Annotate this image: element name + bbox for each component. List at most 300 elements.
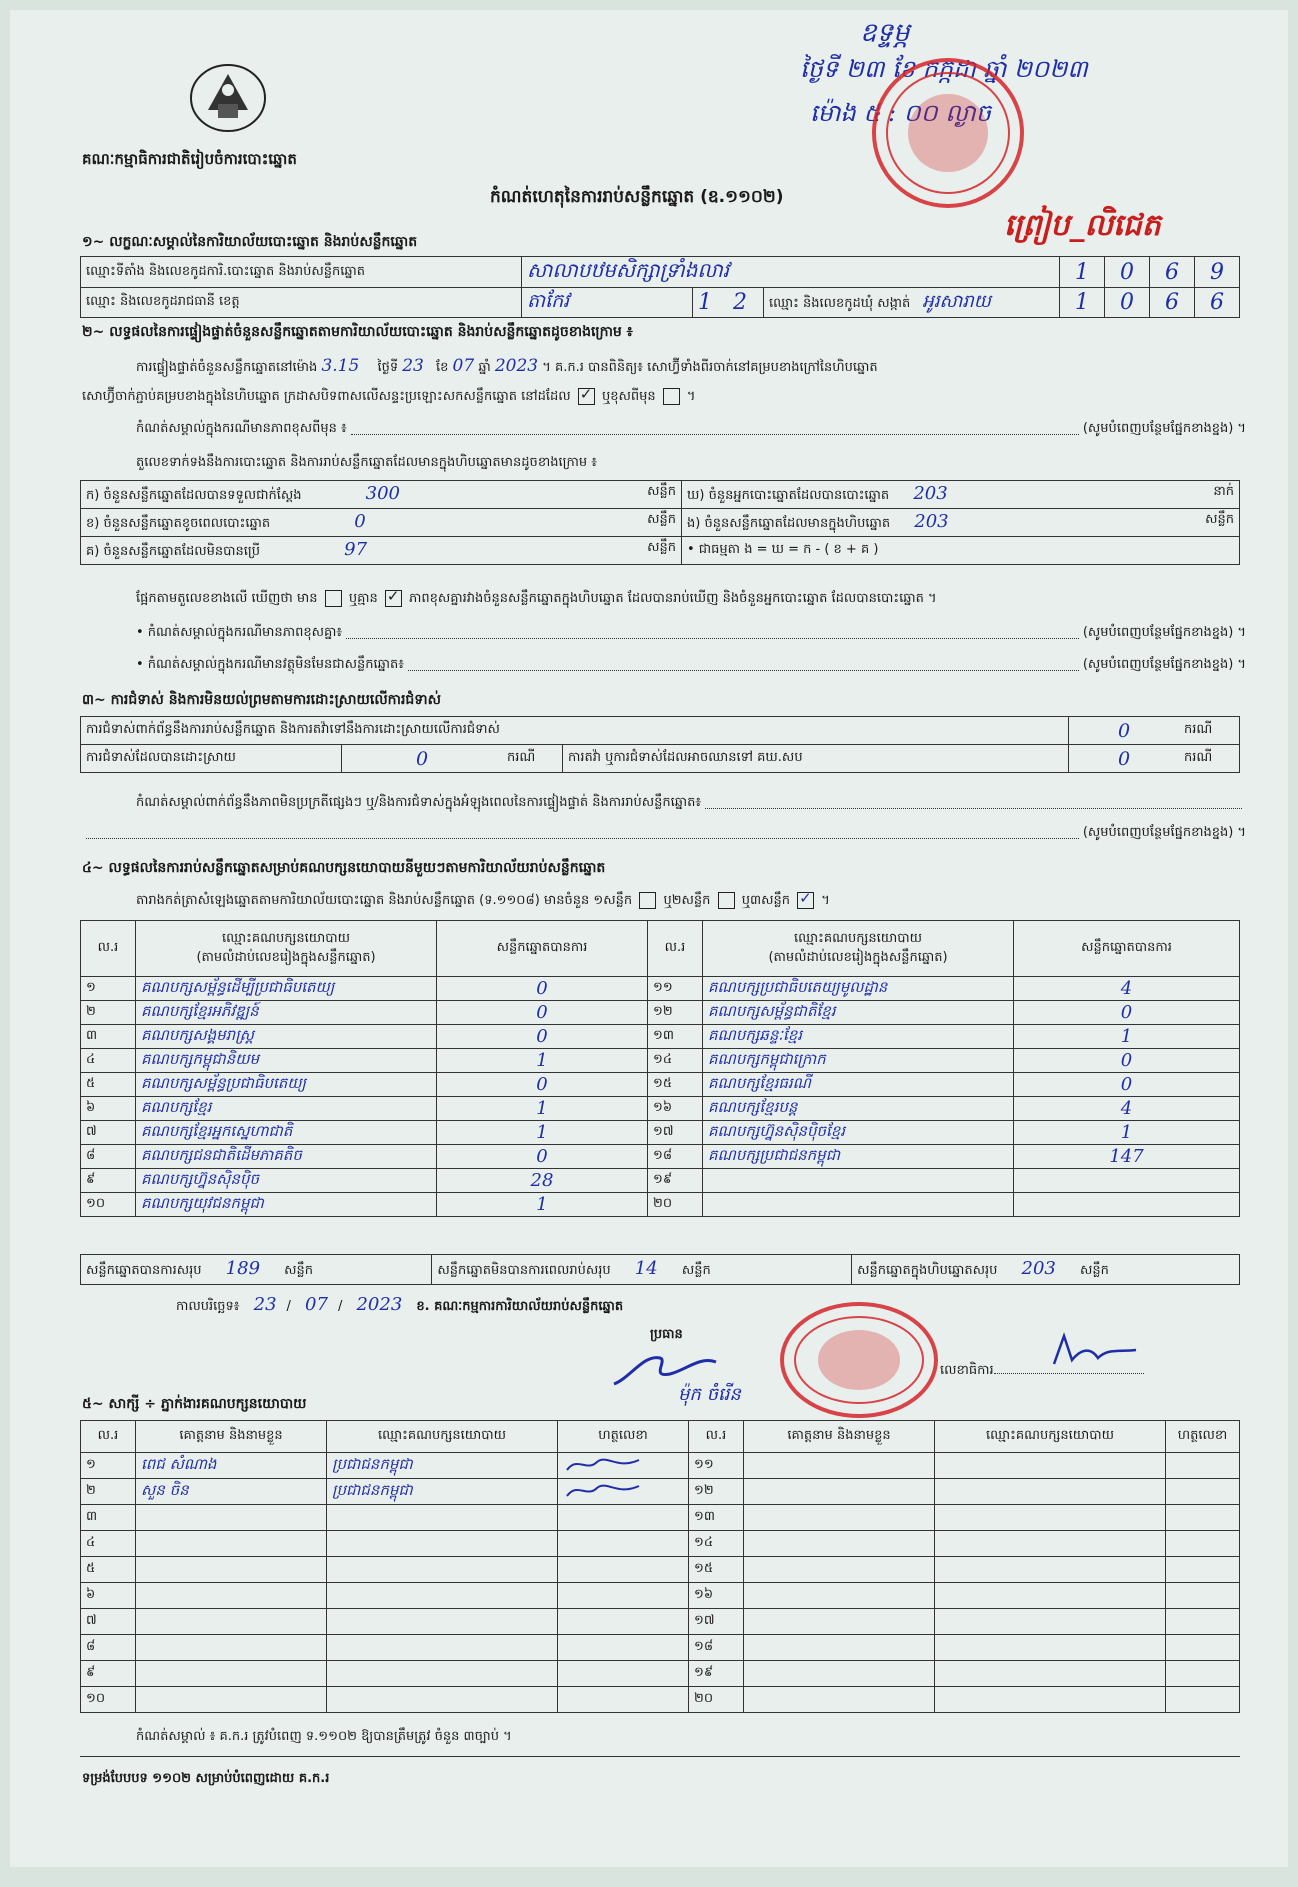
witness-party-left: ប្រជាជនកម្ពុជា	[327, 1453, 558, 1479]
witness-name-left	[136, 1661, 327, 1687]
results-party-left: គណបក្សជនជាតិដើមភាគតិច	[136, 1145, 437, 1169]
section3-note	[136, 794, 1246, 813]
witness-no-left: ៤	[81, 1531, 136, 1557]
count-e-label: ង) ចំនួនសន្លឹកឆ្នោតដែលមានក្នុងហិបឆ្នោត	[687, 516, 891, 531]
commune-cell	[764, 288, 1060, 318]
official-stamp-bottom	[780, 1302, 938, 1418]
witness-sign-left[interactable]	[558, 1687, 689, 1713]
results-row	[81, 1193, 1240, 1217]
results-votes-right	[1014, 1193, 1240, 1217]
verify-text-c: សោហ្វ៊ីចាក់ភ្ជាប់គម្របខាងក្នុងនៃហិបឆ្នោត ក្រដាសបិទពាសលើសន្ទះប្រឡោះសកសន្លឹកឆ្នោត នៅដដែល	[82, 389, 571, 404]
witness-party-right	[935, 1557, 1166, 1583]
verify-time: 3.15	[321, 356, 360, 376]
witness-no-right: ១៩	[689, 1661, 744, 1687]
location-label: ឈ្មោះទីតាំង និងលេខកូដការិ.បោះឆ្នោត និងរាប់សន្លឹកឆ្នោត	[81, 257, 522, 288]
count-a-unit: សន្លឹក	[647, 484, 676, 499]
no-diff-checkbox[interactable]	[385, 590, 402, 607]
witness-row	[81, 1531, 1240, 1557]
results-votes-right: 1	[1014, 1025, 1240, 1049]
results-no-right: ២០	[648, 1193, 703, 1217]
verify-month-label: ខែ	[436, 360, 449, 375]
results-party-right: គណបក្សកម្ពុជាក្រោក	[703, 1049, 1014, 1073]
verify-or: ឬខុសពីមុន	[601, 389, 656, 404]
note-tail: (សូមបំពេញបន្ថែមផ្នែកខាងខ្នង) ។	[1082, 421, 1246, 436]
witness-party-right	[935, 1505, 1166, 1531]
witness-no-right: ១៨	[689, 1635, 744, 1661]
witness-signature	[563, 1454, 643, 1474]
witness-table	[80, 1420, 1240, 1713]
witness-party-left	[327, 1531, 558, 1557]
note-foreign-dots	[408, 656, 1079, 671]
total-invalid-unit: សន្លឹក	[681, 1263, 711, 1278]
section4-heading: ៤~ លទ្ធផលនៃការរាប់សន្លឹកឆ្នោតសម្រាប់គណបក្សនយោបាយនីមួយៗតាមការិយាល័យរាប់សន្លឹកឆ្នោត	[82, 860, 606, 876]
results-row	[81, 977, 1240, 1001]
witness-col-no-right: ល.រ	[689, 1421, 744, 1453]
results-no-right: ១២	[648, 1001, 703, 1025]
results-votes-left: 1	[437, 1193, 648, 1217]
verify-month: 07	[452, 356, 475, 376]
verify-day-label: ថ្ងៃទី	[377, 360, 399, 375]
count-d-label: ឃ) ចំនួនអ្នកបោះឆ្នោតដែលបានបោះឆ្នោត	[687, 488, 890, 503]
count-c-label: គ) ចំនួនសន្លឹកឆ្នោតដែលមិនបានប្រើ	[86, 544, 260, 559]
count-d	[682, 481, 1240, 509]
witness-name-right	[744, 1453, 935, 1479]
date-line: កាលបរិច្ឆេទ៖ 23 / 07 / 2023 ខ. គណៈកម្មការការិយាល័យរាប់សន្លឹកឆ្នោត	[176, 1294, 624, 1315]
count-b-unit: សន្លឹក	[647, 512, 676, 527]
section3-note-dots-2	[86, 824, 1079, 839]
results-row	[81, 1001, 1240, 1025]
witness-col-sign-right: ហត្ថលេខា	[1166, 1421, 1240, 1453]
witness-no-right: ១៦	[689, 1583, 744, 1609]
witness-row	[81, 1453, 1240, 1479]
results-no-right: ១៣	[648, 1025, 703, 1049]
witness-party-right	[935, 1635, 1166, 1661]
results-col-party-left	[136, 921, 437, 977]
witness-signature	[563, 1480, 643, 1500]
committee-name: គណៈកម្មាធិការជាតិរៀបចំការបោះឆ្នោត	[82, 150, 297, 168]
form-title: កំណត់ហេតុនៃការរាប់សន្លឹកឆ្នោត (ឧ.១១០២)	[490, 187, 784, 207]
results-votes-right: 4	[1014, 1097, 1240, 1121]
results-no-right: ១៧	[648, 1121, 703, 1145]
witness-sign-right[interactable]	[1166, 1661, 1240, 1687]
results-party-right: គណបក្សឆន្ទៈខ្មែរ	[703, 1025, 1014, 1049]
witness-name-left	[136, 1609, 327, 1635]
witness-party-right	[935, 1531, 1166, 1557]
witness-party-left	[327, 1583, 558, 1609]
witness-no-right: ២០	[689, 1687, 744, 1713]
witness-no-left: ៦	[81, 1583, 136, 1609]
count-a-label: ក) ចំនួនសន្លឹកឆ្នោតដែលបានទទួលជាក់ស្តែង	[86, 488, 302, 503]
results-party-left: គណបក្សខ្មែរ	[136, 1097, 437, 1121]
witness-sign-left[interactable]	[558, 1583, 689, 1609]
witness-name-left: ពេជ សំណាង	[136, 1453, 327, 1479]
witness-body	[81, 1453, 1240, 1713]
resolved-label: ការជំទាស់ដែលបានដោះស្រាយ	[81, 745, 342, 773]
witness-no-left: ២	[81, 1479, 136, 1505]
footer-divider	[80, 1756, 1240, 1757]
resolved-value: 0	[342, 745, 503, 773]
count-b	[81, 509, 682, 537]
count-a	[81, 481, 682, 509]
witness-sign-left[interactable]	[558, 1531, 689, 1557]
escalated-label: ការតវ៉ា ឬការជំទាស់ដែលអាចឈានទៅ គឃ.សប	[563, 745, 1069, 773]
sheets-3-label: ឬ៣សន្លឹក	[741, 893, 790, 908]
sheets-2-checkbox[interactable]	[718, 892, 735, 909]
witness-name-right	[744, 1531, 935, 1557]
witness-party-right	[935, 1661, 1166, 1687]
witness-name-left	[136, 1687, 327, 1713]
results-party-left: គណបក្សកម្ពុជានិយម	[136, 1049, 437, 1073]
total-valid-cell	[81, 1255, 432, 1285]
note-foreign-tail: (សូមបំពេញបន្ថែមផ្នែកខាងខ្នង) ។	[1082, 657, 1246, 672]
results-party-left: គណបក្សសង្គមរាស្ត្រ	[136, 1025, 437, 1049]
results-votes-left: 0	[437, 1025, 648, 1049]
count-c-unit: សន្លឹក	[647, 540, 676, 555]
verify-text-a: ការផ្ទៀងផ្ទាត់ចំនួនសន្លឹកឆ្នោតនៅម៉ោង	[136, 360, 318, 375]
province-code-1: 1	[698, 290, 712, 315]
results-no-left: ៥	[81, 1073, 136, 1097]
witness-name-right	[744, 1687, 935, 1713]
witness-sign-left[interactable]	[558, 1635, 689, 1661]
commune-code-3: 6	[1150, 288, 1195, 318]
witness-sign-left[interactable]	[558, 1609, 689, 1635]
witness-sign-right[interactable]	[1166, 1557, 1240, 1583]
witness-party-left: ប្រជាជនកម្ពុជា	[327, 1479, 558, 1505]
counts-intro: តួលេខទាក់ទងនឹងការបោះឆ្នោត និងការរាប់សន្លឹកឆ្នោតដែលមានក្នុងហិបឆ្នោតមានដូចខាងក្រោម ៖	[136, 455, 597, 470]
count-formula: • ជាធម្មតា ង = ឃ = ក - ( ខ + គ )	[682, 537, 1240, 565]
commune-value: អូរសារាយ	[922, 291, 991, 312]
location-code-4: 9	[1195, 257, 1240, 288]
witness-row	[81, 1687, 1240, 1713]
section1-table	[80, 256, 1240, 318]
witness-party-right	[935, 1453, 1166, 1479]
commune-code-4: 6	[1195, 288, 1240, 318]
note-diff-row	[136, 624, 1246, 643]
results-votes-right: 4	[1014, 977, 1240, 1001]
witness-name-right	[744, 1635, 935, 1661]
total-valid-label: សន្លឹកឆ្នោតបានការសរុប	[86, 1263, 202, 1278]
results-party-right: គណបក្សប្រជាធិបតេយ្យមូលដ្ឋាន	[703, 977, 1014, 1001]
results-body	[81, 977, 1240, 1217]
results-col-party-right	[703, 921, 1014, 977]
results-col-no-left: ល.រ	[81, 921, 136, 977]
results-votes-left: 1	[437, 1097, 648, 1121]
results-party-left: គណបក្សយុវជនកម្ពុជា	[136, 1193, 437, 1217]
nec-emblem	[188, 60, 268, 134]
witness-name-right	[744, 1609, 935, 1635]
witness-sign-right[interactable]	[1166, 1453, 1240, 1479]
count-b-label: ខ) ចំនួនសន្លឹកឆ្នោតខូចពេលបោះឆ្នោត	[86, 516, 271, 531]
results-party-left: គណបក្សខ្មែរអ្នកស្នេហាជាតិ	[136, 1121, 437, 1145]
date-label: កាលបរិច្ឆេទ៖	[176, 1299, 240, 1314]
witness-sign-left[interactable]	[558, 1557, 689, 1583]
date-tail: ខ. គណៈកម្មការការិយាល័យរាប់សន្លឹកឆ្នោត	[416, 1299, 624, 1314]
witness-row	[81, 1583, 1240, 1609]
witness-no-left: ១០	[81, 1687, 136, 1713]
results-party-right	[703, 1193, 1014, 1217]
results-votes-right: 1	[1014, 1121, 1240, 1145]
results-col-party-left-sub: (តាមលំដាប់លេខរៀងក្នុងសន្លឹកឆ្នោត)	[196, 949, 376, 965]
results-votes-left: 0	[437, 977, 648, 1001]
results-no-left: ៤	[81, 1049, 136, 1073]
results-party-left: គណបក្សសម្ព័ន្ធប្រជាធិបតេយ្យ	[136, 1073, 437, 1097]
location-code-1: 1	[1060, 257, 1105, 288]
count-c	[81, 537, 682, 565]
chair-name: ម៉ុក ចំរើន	[678, 1384, 741, 1405]
witness-sign-left[interactable]	[558, 1453, 689, 1479]
witness-row	[81, 1479, 1240, 1505]
note-dots	[351, 420, 1079, 435]
results-no-left: ៦	[81, 1097, 136, 1121]
compare-3: ភាពខុសគ្នារវាងចំនួនសន្លឹកឆ្នោតក្នុងហិបឆ្នោត ដែលបានរាប់ឃើញ និងចំនួនអ្នកបោះឆ្នោត ដែលបានបោះឆ្នោត ។	[409, 591, 937, 606]
objection-label: ការជំទាស់ពាក់ព័ន្ធនឹងការរាប់សន្លឹកឆ្នោត និងការតវ៉ាទៅនឹងការដោះស្រាយលើការជំទាស់	[81, 717, 1069, 745]
red-note: ព្រៀប_លិជេត	[1004, 208, 1161, 243]
compare-2: ឬគ្មាន	[348, 591, 378, 606]
secretary-label: លេខាធិការ	[940, 1363, 994, 1378]
section2-heading: ២~ លទ្ធផលនៃការផ្ទៀងផ្ទាត់ចំនួនសន្លឹកឆ្នោតតាមការិយាល័យបោះឆ្នោត និងរាប់សន្លឹកឆ្នោតដូចខាងក្រោម ៖	[82, 324, 633, 340]
results-party-right: គណបក្សសម្ព័ន្ធជាតិខ្មែរ	[703, 1001, 1014, 1025]
commune-label: ឈ្មោះ និងលេខកូដឃុំ សង្កាត់	[769, 296, 911, 311]
results-row	[81, 1121, 1240, 1145]
witness-no-right: ១៤	[689, 1531, 744, 1557]
count-d-unit: នាក់	[1213, 484, 1234, 499]
footer-note: កំណត់សម្គាល់ ៖ គ.ក.រ ត្រូវបំពេញ ទ.១១០២ ឱ្យបានត្រឹមត្រូវ ចំនួន ៣ច្បាប់ ។	[136, 1729, 512, 1744]
count-b-value: 0	[354, 511, 366, 532]
witness-party-left	[327, 1687, 558, 1713]
witness-name-right	[744, 1479, 935, 1505]
secretary-dots	[994, 1373, 1144, 1374]
secretary-signature	[1050, 1330, 1140, 1370]
results-votes-right	[1014, 1169, 1240, 1193]
total-box-label: សន្លឹកឆ្នោតក្នុងហិបឆ្នោតសរុប	[857, 1263, 998, 1278]
note-foreign-label: • កំណត់សម្គាល់ក្នុងករណីមានវត្ថុមិនមែនជាសន្លឹកឆ្នោត៖	[136, 657, 404, 672]
total-invalid-label: សន្លឹកឆ្នោតមិនបានការពេលរាប់សរុប	[437, 1263, 611, 1278]
witness-name-right	[744, 1661, 935, 1687]
count-e-unit: សន្លឹក	[1205, 512, 1234, 527]
has-diff-checkbox[interactable]	[325, 590, 342, 607]
sheets-3-checkbox[interactable]	[797, 892, 814, 909]
results-votes-left: 1	[437, 1121, 648, 1145]
total-valid-value: 189	[225, 1258, 261, 1279]
results-no-right: ១៨	[648, 1145, 703, 1169]
section3-note-label: កំណត់សម្គាល់ពាក់ព័ន្ធនឹងភាពមិនប្រក្រតីផ្សេងៗ ឬ/និងការជំទាស់ក្នុងអំឡុងពេលនៃការផ្ទៀងផ្ទាត់ និងការរាប់សន្លឹកឆ្នោត៖	[136, 795, 702, 810]
count-a-value: 300	[365, 483, 401, 504]
results-no-left: ៩	[81, 1169, 136, 1193]
results-party-right: គណបក្សខ្មែរបន្ត	[703, 1097, 1014, 1121]
verify-text-b: ។ គ.ក.រ បានពិនិត្យ៖ សោហ្វ៊ីទាំងពីរចាក់នៅគម្របខាងក្រៅនៃហិបឆ្នោត	[542, 360, 878, 375]
total-box-unit: សន្លឹក	[1080, 1263, 1109, 1278]
witness-col-sign-left: ហត្ថលេខា	[558, 1421, 689, 1453]
results-votes-right: 0	[1014, 1073, 1240, 1097]
results-col-party-left-title: ឈ្មោះគណបក្សនយោបាយ	[222, 930, 350, 946]
section1-heading: ១~ លក្ខណៈសម្គាល់នៃការិយាល័យបោះឆ្នោត និងរាប់សន្លឹកឆ្នោត	[82, 234, 418, 250]
results-no-right: ១៦	[648, 1097, 703, 1121]
results-row	[81, 1145, 1240, 1169]
results-votes-right: 147	[1014, 1145, 1240, 1169]
results-no-right: ១៥	[648, 1073, 703, 1097]
results-no-right: ១៤	[648, 1049, 703, 1073]
verify-year-label: ឆ្នាំ	[478, 360, 491, 375]
witness-name-left	[136, 1557, 327, 1583]
witness-party-left	[327, 1505, 558, 1531]
escalated-unit: ករណី	[1179, 745, 1240, 773]
section3-note-tail: (សូមបំពេញបន្ថែមផ្នែកខាងខ្នង) ។	[1082, 825, 1246, 840]
results-no-left: ១០	[81, 1193, 136, 1217]
objection-unit: ករណី	[1179, 717, 1240, 745]
results-party-right: គណបក្សហ្វ៊ុនស៊ិនប៉ិចខ្មែរ	[703, 1121, 1014, 1145]
witness-name-right	[744, 1505, 935, 1531]
witness-party-right	[935, 1479, 1166, 1505]
witness-name-left	[136, 1583, 327, 1609]
total-valid-unit: សន្លឹក	[284, 1263, 314, 1278]
results-table	[80, 920, 1240, 1217]
province-value: តាកែវ	[522, 288, 693, 318]
commune-code-1: 1	[1060, 288, 1105, 318]
witness-sign-right[interactable]	[1166, 1687, 1240, 1713]
chair-label: ប្រធាន	[650, 1327, 683, 1342]
location-code-3: 6	[1150, 257, 1195, 288]
note-diff-label: • កំណត់សម្គាល់ក្នុងករណីមានភាពខុសគ្នា៖	[136, 625, 343, 640]
results-votes-left: 28	[437, 1169, 648, 1193]
witness-col-name-left: គោត្តនាម និងនាមខ្លួន	[136, 1421, 327, 1453]
commune-code-2: 0	[1105, 288, 1150, 318]
witness-no-right: ១៧	[689, 1609, 744, 1635]
witness-sign-left[interactable]	[558, 1505, 689, 1531]
hw-top-line2: ថ្ងៃទី ២៣ ខែ កក្កដា ឆ្នាំ ២០២៣	[800, 55, 1088, 83]
witness-no-left: ៨	[81, 1635, 136, 1661]
count-d-value: 203	[913, 483, 948, 504]
total-invalid-value: 14	[634, 1258, 658, 1279]
results-party-right: គណបក្សខ្មែរធរណី	[703, 1073, 1014, 1097]
results-votes-right: 0	[1014, 1049, 1240, 1073]
witness-party-right	[935, 1609, 1166, 1635]
results-col-votes-left: សន្លឹកឆ្នោតបានការ	[437, 921, 648, 977]
results-row	[81, 1025, 1240, 1049]
results-party-left: គណបក្សខ្មែរអភិវឌ្ឍន៍	[136, 1001, 437, 1025]
witness-sign-right[interactable]	[1166, 1583, 1240, 1609]
results-votes-left: 0	[437, 1073, 648, 1097]
witness-party-left	[327, 1557, 558, 1583]
note-diff-line	[136, 420, 1246, 439]
official-stamp-top	[872, 58, 1024, 208]
results-no-left: ៧	[81, 1121, 136, 1145]
witness-name-left	[136, 1531, 327, 1557]
witness-sign-left[interactable]	[558, 1661, 689, 1687]
witness-no-left: ៧	[81, 1609, 136, 1635]
count-e-value: 203	[914, 511, 949, 532]
results-no-left: ៣	[81, 1025, 136, 1049]
witness-sign-right[interactable]	[1166, 1479, 1240, 1505]
results-party-right: គណបក្សប្រជាជនកម្ពុជា	[703, 1145, 1014, 1169]
note-diff-dots	[346, 624, 1079, 639]
count-e	[682, 509, 1240, 537]
different-checkbox[interactable]	[663, 388, 680, 405]
results-row	[81, 1097, 1240, 1121]
escalated-value: 0	[1069, 745, 1180, 773]
witness-row	[81, 1661, 1240, 1687]
note-diff-tail: (សូមបំពេញបន្ថែមផ្នែកខាងខ្នង) ។	[1082, 625, 1246, 640]
province-cell	[81, 288, 522, 318]
witness-no-left: ៩	[81, 1661, 136, 1687]
verify-line-1	[136, 356, 1246, 378]
witness-party-left	[327, 1661, 558, 1687]
witness-col-party-left: ឈ្មោះគណបក្សនយោបាយ	[327, 1421, 558, 1453]
results-no-left: ២	[81, 1001, 136, 1025]
document-page	[10, 10, 1288, 1867]
results-col-votes-right: សន្លឹកឆ្នោតបានការ	[1014, 921, 1240, 977]
results-col-no-right: ល.រ	[648, 921, 703, 977]
witness-no-right: ១១	[689, 1453, 744, 1479]
totals-table	[80, 1254, 1240, 1285]
date-day: 23	[253, 1294, 277, 1315]
objection-value: 0	[1069, 717, 1180, 745]
results-party-left: គណបក្សហ្វ៊ុនស៊ិនប៉ិច	[136, 1169, 437, 1193]
witness-row	[81, 1505, 1240, 1531]
verify-day: 23	[402, 356, 424, 376]
compare-line	[136, 590, 937, 609]
witness-sign-right[interactable]	[1166, 1609, 1240, 1635]
date-year: 2023	[356, 1294, 403, 1315]
witness-no-left: ៣	[81, 1505, 136, 1531]
total-box-value: 203	[1021, 1258, 1056, 1279]
province-code-2: 2	[733, 290, 747, 315]
witness-no-right: ១៥	[689, 1557, 744, 1583]
section4-intro: តារាងកត់ត្រាសំឡេងឆ្នោតតាមការិយាល័យបោះឆ្នោត និងរាប់សន្លឹកឆ្នោត (ទ.១១០៨) មានចំនួន ១សន្លឹក ឬ២សន្លឹក ឬ៣សន្លឹក ✓ ។	[136, 892, 830, 911]
results-votes-right: 0	[1014, 1001, 1240, 1025]
witness-col-no-left: ល.រ	[81, 1421, 136, 1453]
results-votes-left: 0	[437, 1001, 648, 1025]
section3-table	[80, 716, 1240, 773]
witness-name-left	[136, 1635, 327, 1661]
note-label: កំណត់សម្គាល់ក្នុងករណីមានភាពខុសពីមុន ៖	[136, 421, 347, 436]
witness-sign-right[interactable]	[1166, 1635, 1240, 1661]
results-no-right: ១៩	[648, 1169, 703, 1193]
witness-no-right: ១៣	[689, 1505, 744, 1531]
witness-col-name-right: គោត្តនាម និងនាមខ្លួន	[744, 1421, 935, 1453]
witness-sign-right[interactable]	[1166, 1531, 1240, 1557]
count-c-value: 97	[344, 539, 368, 560]
location-code-2: 0	[1105, 257, 1150, 288]
section3-heading: ៣~ ការជំទាស់ និងការមិនយល់ព្រមតាមការដោះស្រាយលើការជំទាស់	[82, 692, 441, 708]
results-row	[81, 1073, 1240, 1097]
witness-name-right	[744, 1583, 935, 1609]
results-votes-left: 1	[437, 1049, 648, 1073]
witness-row	[81, 1609, 1240, 1635]
witness-name-left	[136, 1505, 327, 1531]
total-invalid-cell	[432, 1255, 852, 1285]
province-code	[693, 288, 764, 318]
witness-party-left	[327, 1635, 558, 1661]
results-party-right	[703, 1169, 1014, 1193]
results-votes-left: 0	[437, 1145, 648, 1169]
witness-no-left: ១	[81, 1453, 136, 1479]
sheets-2-label: ឬ២សន្លឹក	[663, 893, 711, 908]
verify-line-2: សោហ្វ៊ីចាក់ភ្ជាប់គម្របខាងក្នុងនៃហិបឆ្នោត ក្រដាសបិទពាសលើសន្ទះប្រឡោះសកសន្លឹកឆ្នោត នៅដដែល ✓ ឬខុសពីមុន ។	[82, 388, 695, 407]
results-no-left: ៨	[81, 1145, 136, 1169]
results-row	[81, 1169, 1240, 1193]
witness-row	[81, 1557, 1240, 1583]
witness-sign-left[interactable]	[558, 1479, 689, 1505]
witness-sign-right[interactable]	[1166, 1505, 1240, 1531]
witness-row	[81, 1635, 1240, 1661]
witness-party-right	[935, 1583, 1166, 1609]
results-col-party-right-title: ឈ្មោះគណបក្សនយោបាយ	[794, 930, 922, 946]
total-box-cell	[852, 1255, 1240, 1285]
sheets-1-checkbox[interactable]	[639, 892, 656, 909]
resolved-unit: ករណី	[502, 745, 563, 773]
witness-party-left	[327, 1609, 558, 1635]
same-checkbox[interactable]	[578, 388, 595, 405]
